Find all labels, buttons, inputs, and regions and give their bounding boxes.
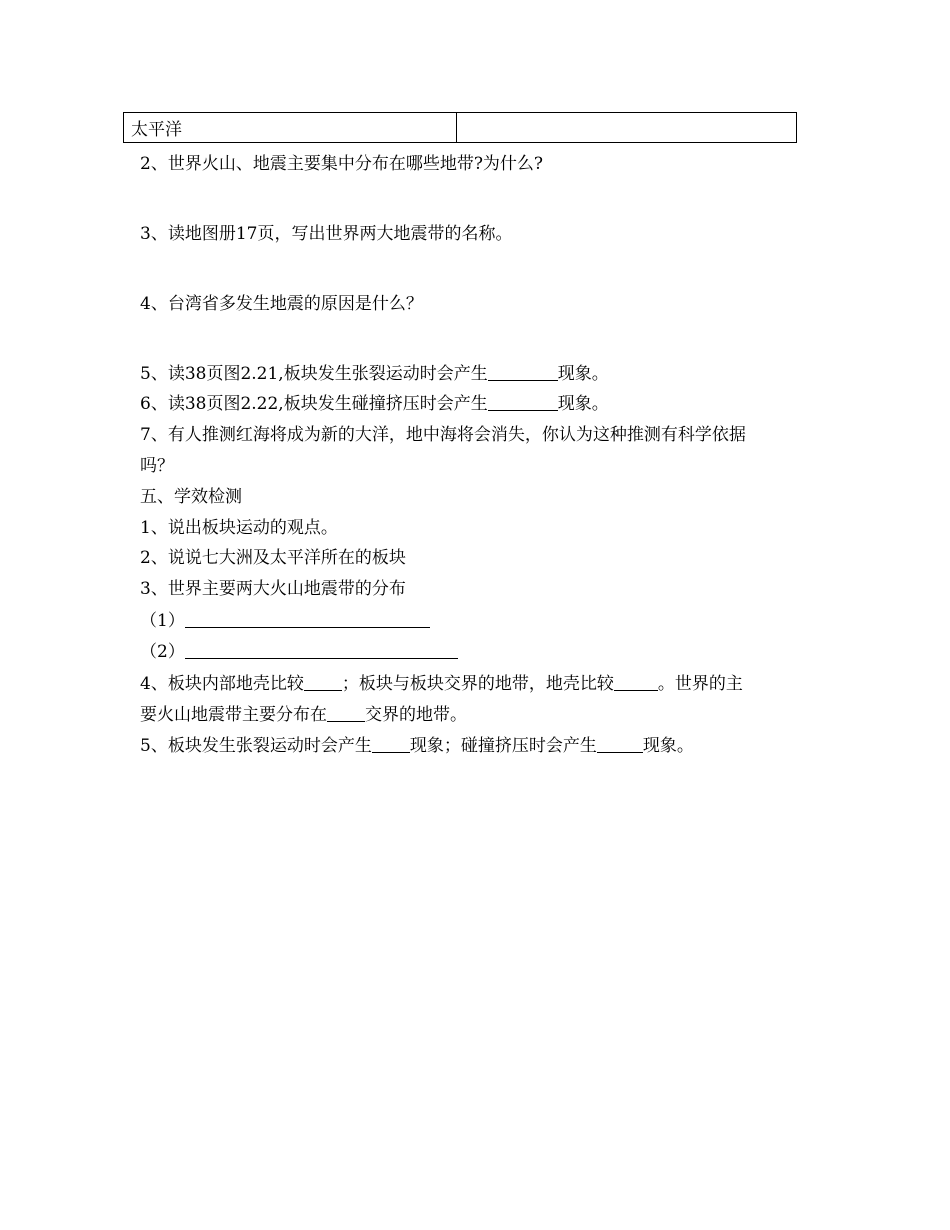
test-item-4-text-e: 交界的地带。: [365, 705, 467, 725]
test-item-3: 3、世界主要两大火山地震带的分布: [140, 579, 406, 599]
question-4: 4、台湾省多发生地震的原因是什么？: [140, 294, 423, 314]
question-5-suffix: 现象。: [557, 364, 609, 384]
test-item-1: 1、说出板块运动的观点。: [140, 518, 338, 538]
test-item-5: [140, 736, 694, 756]
question-7-line-2: 吗？: [140, 456, 174, 476]
test-item-2: 2、说说七大洲及太平洋所在的板块: [140, 548, 406, 568]
answer-blank[interactable]: [185, 613, 430, 628]
question-7-line-1: 7、有人推测红海将成为新的大洋，地中海将会消失，你认为这种推测有科学依据: [140, 425, 746, 445]
answer-blank[interactable]: [327, 707, 365, 722]
test-item-5-text-b: 现象；碰撞挤压时会产生: [409, 736, 597, 756]
answer-blank[interactable]: [488, 366, 558, 381]
question-2: 2、世界火山、地震主要集中分布在哪些地带?为什么?: [140, 154, 544, 174]
answer-blank[interactable]: [597, 738, 643, 753]
question-6-suffix: 现象。: [557, 394, 609, 414]
test-item-5-text-a: 5、板块发生张裂运动时会产生: [140, 736, 372, 756]
answer-blank[interactable]: [614, 676, 658, 691]
test-item-4-text-b: ；板块与板块交界的地带，地壳比较: [341, 674, 614, 694]
test-item-3-sub-2: [140, 642, 458, 662]
test-item-4-line-2: [140, 705, 467, 725]
sub-item-label: （1）: [140, 611, 185, 631]
question-6: [140, 394, 609, 414]
section-5-heading: 五、学效检测: [140, 487, 242, 507]
table-cell-plate: [457, 113, 796, 142]
table-cell-ocean: 太平洋: [124, 113, 457, 142]
answer-blank[interactable]: [185, 644, 458, 659]
test-item-4-text-c: 。世界的主: [657, 674, 743, 694]
answer-blank[interactable]: [372, 738, 410, 753]
test-item-4-text-a: 4、板块内部地壳比较: [140, 674, 304, 694]
test-item-4-text-d: 要火山地震带主要分布在: [140, 705, 327, 725]
test-item-5-text-c: 现象。: [642, 736, 694, 756]
question-5: [140, 364, 609, 384]
sub-item-label: （2）: [140, 642, 185, 662]
test-item-4-line-1: [140, 674, 743, 694]
question-5-text: 5、读38页图2.21,板块发生张裂运动时会产生: [140, 364, 488, 384]
answer-blank[interactable]: [304, 676, 342, 691]
answer-blank[interactable]: [488, 396, 558, 411]
question-3: 3、读地图册17页，写出世界两大地震带的名称。: [140, 224, 513, 244]
plate-table-row: [123, 112, 797, 143]
question-6-text: 6、读38页图2.22,板块发生碰撞挤压时会产生: [140, 394, 488, 414]
test-item-3-sub-1: [140, 611, 430, 631]
